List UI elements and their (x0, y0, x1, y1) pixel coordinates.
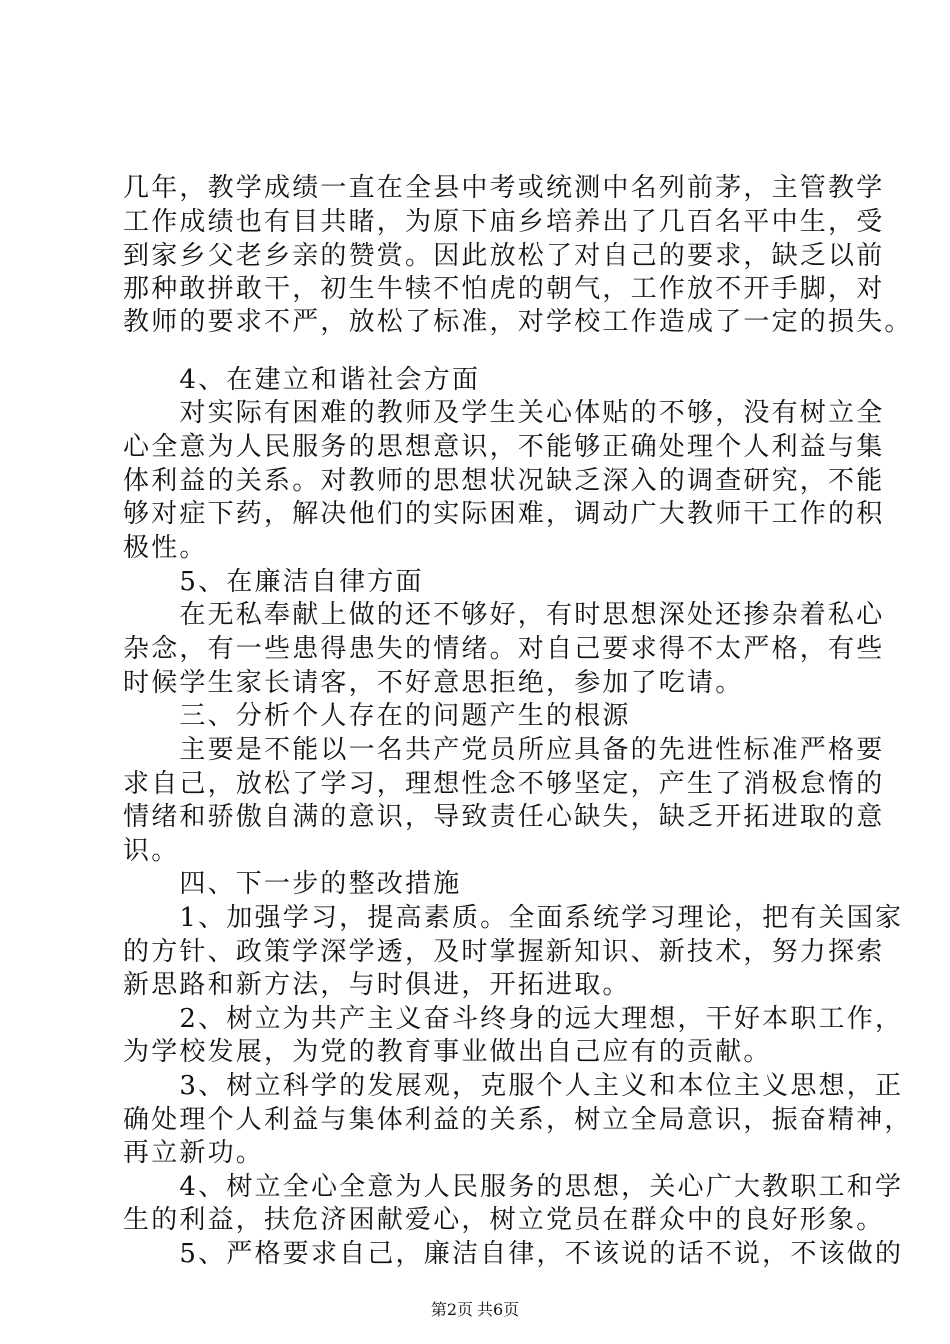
body-line: 确处理个人利益与集体利益的关系，树立全局意识，振奋精神， (123, 1105, 913, 1135)
body-line: 那种敢拼敢干，初生牛犊不怕虎的朝气，工作放不开手脚，对 (123, 274, 885, 304)
body-line: 在无私奉献上做的还不够好，有时思想深处还掺杂着私心 (123, 600, 885, 630)
body-line: 主要是不能以一名共产党员所应具备的先进性标准严格要 (123, 735, 885, 765)
body-line: 体利益的关系。对教师的思想状况缺乏深入的调查研究，不能 (123, 466, 885, 496)
page-number: 第2页 (430, 1300, 473, 1319)
page-total: 共6页 (477, 1300, 520, 1319)
body-line: 心全意为人民服务的思想意识，不能够正确处理个人利益与集 (123, 432, 885, 462)
body-line: 5、严格要求自己，廉洁自律，不该说的话不说，不该做的 (123, 1239, 904, 1269)
body-line: 极性。 (123, 533, 208, 563)
page-footer (0, 1300, 950, 1320)
body-line: 对实际有困难的教师及学生关心体贴的不够，没有树立全 (123, 398, 885, 428)
body-line: 再立新功。 (123, 1138, 265, 1168)
body-line: 1、加强学习，提高素质。全面系统学习理论，把有关国家 (123, 903, 904, 933)
body-line: 时候学生家长请客，不好意思拒绝，参加了吃请。 (123, 668, 744, 698)
body-line: 情绪和骄傲自满的意识，导致责任心缺失，缺乏开拓进取的意 (123, 802, 885, 832)
body-line: 几年，教学成绩一直在全县中考或统测中名列前茅，主管教学 (123, 173, 885, 203)
section-heading: 三、分析个人存在的问题产生的根源 (123, 701, 631, 731)
body-line: 教师的要求不严，放松了标准，对学校工作造成了一定的损失。 (123, 307, 913, 337)
body-line: 为学校发展，为党的教育事业做出自己应有的贡献。 (123, 1037, 772, 1067)
body-line: 工作成绩也有目共睹，为原下庙乡培养出了几百名平中生，受 (123, 207, 885, 237)
body-line: 2、树立为共产主义奋斗终身的远大理想，干好本职工作， (123, 1004, 904, 1034)
body-line: 求自己，放松了学习，理想性念不够坚定，产生了消极怠惰的 (123, 769, 885, 799)
body-line: 的方针、政策学深学透，及时掌握新知识、新技术，努力探索 (123, 937, 885, 967)
body-line: 杂念，有一些患得患失的情绪。对自己要求得不太严格，有些 (123, 634, 885, 664)
body-line: 够对症下药，解决他们的实际困难，调动广大教师干工作的积 (123, 499, 885, 529)
section-heading: 四、下一步的整改措施 (123, 869, 462, 899)
section-heading: 4、在建立和谐社会方面 (123, 365, 481, 395)
body-line: 生的利益，扶危济困献爱心，树立党员在群众中的良好形象。 (123, 1205, 885, 1235)
section-heading: 5、在廉洁自律方面 (123, 567, 424, 597)
body-line: 4、树立全心全意为人民服务的思想，关心广大教职工和学 (123, 1172, 904, 1202)
body-line: 新思路和新方法，与时俱进，开拓进取。 (123, 970, 631, 1000)
body-line: 3、树立科学的发展观，克服个人主义和本位主义思想，正 (123, 1071, 904, 1101)
body-line: 到家乡父老乡亲的赞赏。因此放松了对自己的要求，缺乏以前 (123, 241, 885, 271)
body-line: 识。 (123, 836, 180, 866)
